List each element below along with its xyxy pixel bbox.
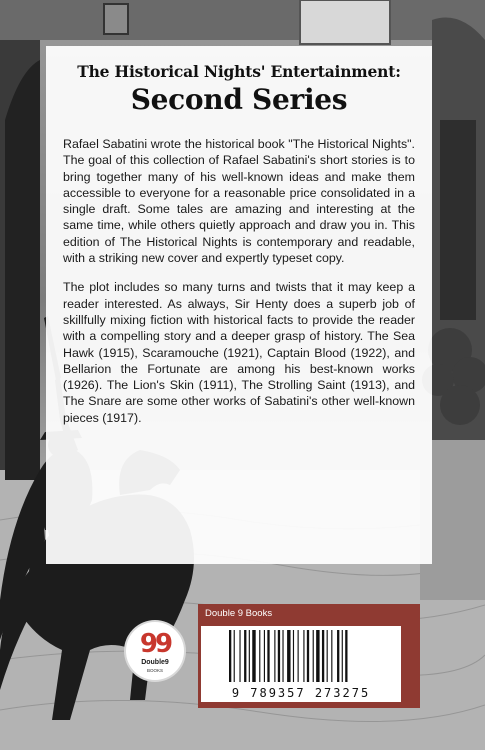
barcode-bar [259, 630, 260, 682]
barcode-bar [316, 630, 319, 682]
barcode-bar [244, 630, 246, 682]
barcode-bar [282, 630, 283, 682]
barcode-bar [327, 630, 328, 682]
barcode-bar [249, 630, 250, 682]
book-title-line2: Second Series [130, 83, 348, 116]
barcode-bar [322, 630, 324, 682]
barcode-bar [278, 630, 280, 682]
barcode-bar [264, 630, 265, 682]
barcode-bar [303, 630, 304, 682]
publisher-logo [126, 622, 184, 680]
barcode-bar [337, 630, 339, 682]
barcode-bar [342, 630, 343, 682]
isbn-barcode [201, 626, 401, 702]
barcode-bar [313, 630, 314, 682]
barcode-bar [293, 630, 294, 682]
barcode-bar [307, 630, 309, 682]
isbn-number: 9 789357 273275 [231, 686, 371, 700]
right-door-detail [440, 120, 476, 320]
description-paragraph-2: The plot includes so many turns and twists that it may keep a reader interested. As always, Sir Henty does a superb job of skillfully mixing fiction with historical facts to provide the reader with a compelling story and a deeper grasp of history. The Sea Hawk (1915), Scaramouche (1921), Captain Blood (1922), and Bellarion the Fortunate are among his best-known works (1926). The Lion's Skin (1911), The Strolling Saint (1913), and The Snare are some other works of Sabatini's other well-known pieces (1917). [63, 280, 415, 425]
book-title-line1: The Historical Nights' Entertainment: [77, 62, 401, 81]
logo-number: 99 [139, 629, 171, 659]
barcode-bar [234, 630, 235, 682]
window-top [300, 0, 390, 44]
description-panel [46, 46, 432, 564]
logo-subtitle: BOOKS [146, 668, 163, 673]
barcode-bar [331, 630, 332, 682]
barcode-bar [252, 630, 255, 682]
barcode-bar [287, 630, 290, 682]
barcode-bar [345, 630, 347, 682]
publisher-box [198, 604, 420, 708]
barcode-bar [298, 630, 299, 682]
logo-wordmark: Double9 [141, 659, 169, 666]
barcode-bar [267, 630, 269, 682]
barcode-bar [239, 630, 240, 682]
roof-band [0, 0, 485, 40]
left-emblem [104, 4, 128, 34]
left-arch-inner [5, 60, 40, 480]
publisher-name: Double 9 Books [205, 608, 273, 619]
barcode-bars [227, 630, 377, 682]
barcode-bar [229, 630, 231, 682]
barcode-bar [274, 630, 275, 682]
description-paragraph-1: Rafael Sabatini wrote the historical book "The Historical Nights". The goal of this collection of Rafael Sabatini's short stories is to bring together many of his well-known ideas and make them accessible to everyone for a reasonable price consolidated in a single draft. Some tales are amazing and interesting at the same time, while others quietly approach and draw you in. This edition of The Historical Nights is contemporary and readable, with a striking new cover and expertly typeset copy. [63, 137, 415, 266]
